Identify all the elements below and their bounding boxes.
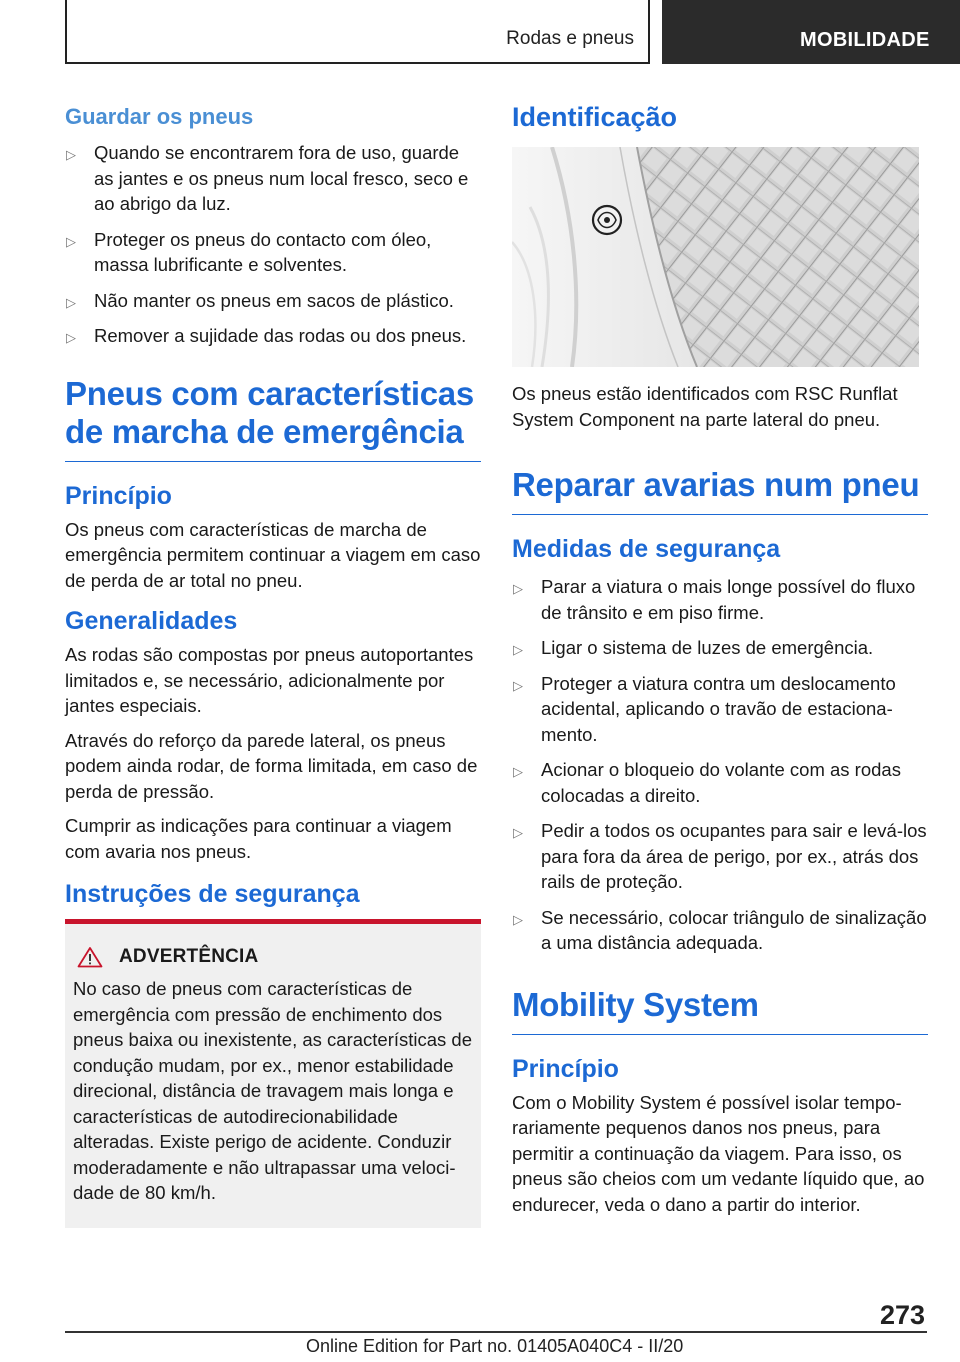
header-chapter-title: MOBILIDADE xyxy=(800,29,930,51)
list-item: ▷ Acionar o bloqueio do volante com as rodas colocadas a direito. xyxy=(513,759,901,806)
list-item: ▷ Proteger os pneus do contacto com óleo, massa lubrificante e solventes. xyxy=(66,228,432,275)
left-column xyxy=(65,100,481,1228)
triangle-bullet-icon: ▷ xyxy=(513,642,523,657)
warning-text: No caso de pneus com características de emergência com pressão de enchimento dos pneus baixa ou inexistente, as características de condução mudam, por ex., menor estabilidade direcional, distância de travagem mais longa e características de autodirecionabilidade alteradas. Existe perigo de acidente. Conduzir moderadamente e não ultrapassar uma velocidade de 80 km/h. xyxy=(73,978,473,1203)
list-item: ▷ Remover a sujidade das rodas ou dos pneus. xyxy=(65,323,481,349)
general-paragraph-3: Cumprir as indicações para continuar a viagem com avaria nos pneus. xyxy=(65,815,452,862)
mobility-system-heading: Mobility System xyxy=(512,986,928,1035)
footer-divider xyxy=(65,1331,927,1333)
runflat-heading: Pneus com características de marcha de emergência xyxy=(65,375,481,462)
general-paragraph-1: As rodas são compostas por pneus autoportantes limitados e, se necessário, adicionalmente por jantes especiais. xyxy=(65,644,474,716)
triangle-bullet-icon: ▷ xyxy=(66,147,76,162)
header-section-title: Rodas e pneus xyxy=(506,28,634,49)
safety-instructions-heading: Instruções de segurança xyxy=(65,880,360,908)
warning-label: ADVERTÊNCIA xyxy=(119,946,259,967)
triangle-bullet-icon: ▷ xyxy=(513,825,523,840)
general-heading: Generalidades xyxy=(65,607,238,635)
triangle-bullet-icon: ▷ xyxy=(513,581,523,596)
warning-box xyxy=(65,919,481,1228)
list-item: ▷ Ligar o sistema de luzes de emergência. xyxy=(512,635,928,661)
right-column xyxy=(512,100,928,1226)
page-number: 273 xyxy=(880,1300,926,1330)
warning-triangle-icon xyxy=(77,946,103,968)
store-tyres-heading: Guardar os pneus xyxy=(65,104,254,129)
runflat-tyre-image xyxy=(512,147,919,367)
triangle-bullet-icon: ▷ xyxy=(513,764,523,779)
triangle-bullet-icon: ▷ xyxy=(513,677,523,693)
list-item: ▷ Parar a viatura o mais longe possível do fluxo de trânsito e em piso firme. xyxy=(513,576,916,623)
warning-header xyxy=(77,946,473,968)
list-item: ▷ Quando se encontrarem fora de uso, guarde as jantes e os pneus num local fresco, seco e ao abrigo da luz. xyxy=(66,142,469,214)
safety-measures-heading: Medidas de segurança xyxy=(512,535,781,563)
identification-heading: Identificação xyxy=(512,102,678,132)
list-item: ▷ Proteger a viatura contra um deslocamento acidental, aplicando o travão de estacionamento. xyxy=(513,672,896,745)
header-section-tab xyxy=(65,0,650,64)
general-paragraph-2: Através do reforço da parede lateral, os pneus podem ainda rodar, de forma limitada, em caso de perda de pressão. xyxy=(65,729,478,802)
triangle-bullet-icon: ▷ xyxy=(513,911,523,927)
list-item: ▷ Se necessário, colocar triângulo de sinalização a uma distância adequada. xyxy=(513,906,927,953)
triangle-bullet-icon: ▷ xyxy=(66,233,76,249)
triangle-bullet-icon: ▷ xyxy=(66,330,76,345)
mobility-principle-heading: Princípio xyxy=(512,1054,619,1083)
footer-edition: Online Edition for Part no. 01405A040C4 - II/20 xyxy=(306,1336,684,1356)
list-item: ▷ Pedir a todos os ocupantes para sair e levá-los para fora da área de perigo, por ex., atrás dos rails de proteção. xyxy=(513,820,927,892)
triangle-bullet-icon: ▷ xyxy=(66,294,76,310)
principle-text: Os pneus com características de marcha de emergência permitem continuar a viagem em caso de perda de ar total no pneu. xyxy=(65,518,481,591)
store-tyres-list xyxy=(65,140,481,349)
principle-heading: Princípio xyxy=(65,481,172,510)
identification-text: Os pneus estão identificados com RSC Runflat System Component na parte lateral do pneu. xyxy=(512,383,898,430)
header-chapter-tab xyxy=(662,0,960,64)
repair-heading: Reparar avarias num pneu xyxy=(512,466,928,515)
safety-measures-list xyxy=(512,574,928,956)
list-item: ▷ Não manter os pneus em sacos de plástico. xyxy=(65,288,481,314)
mobility-principle-text: Com o Mobility System é possível isolar temporariamente pequenos danos nos pneus, para permitir a continuação da viagem. Para isso, os pneus são cheios com um vedante líquido que, ao endurecer, veda o dano a partir do interior. xyxy=(512,1091,925,1215)
